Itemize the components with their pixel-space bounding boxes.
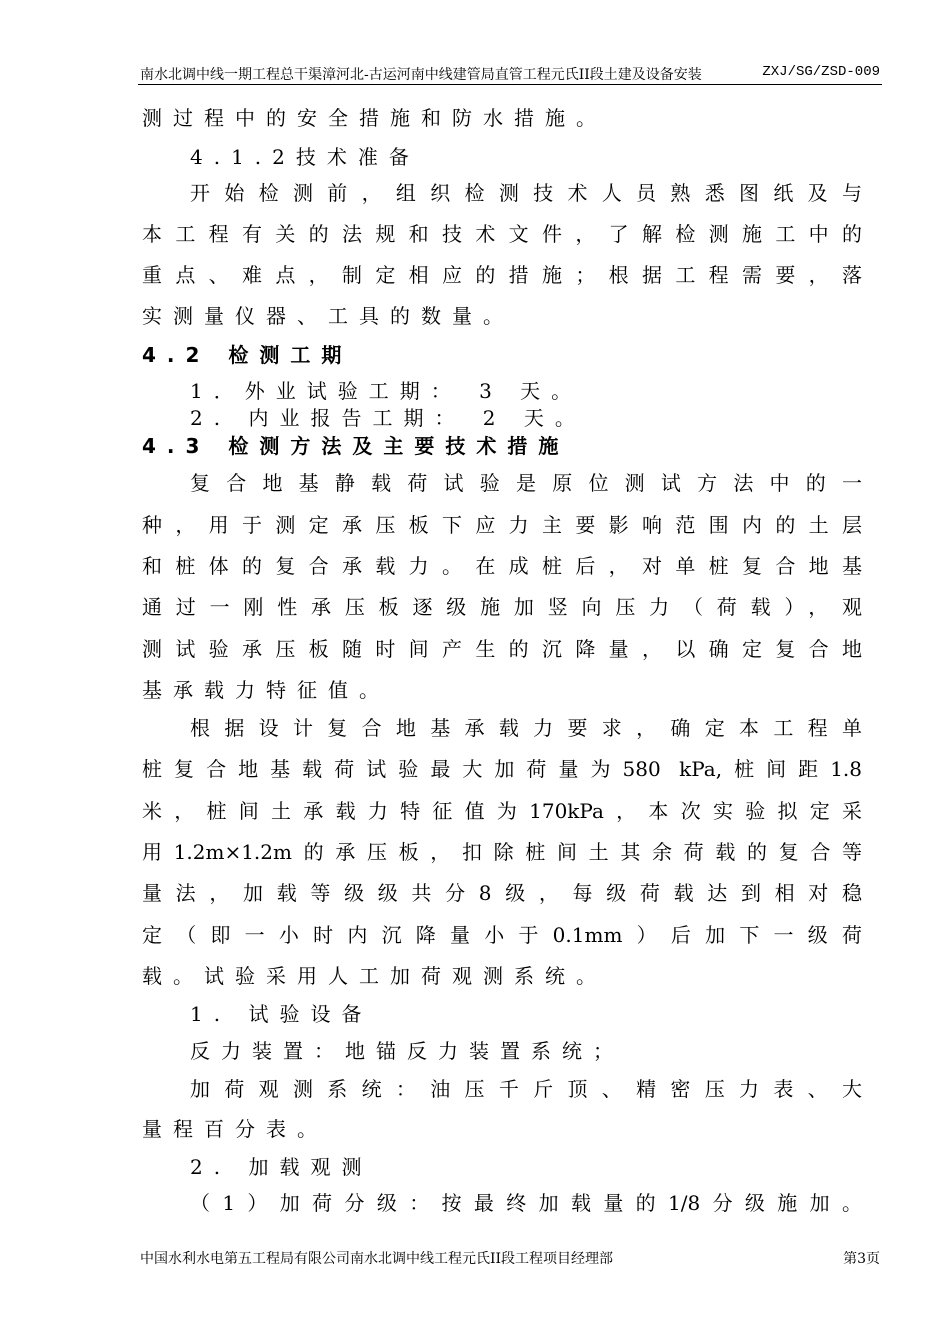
text-line: 实测量仪器、工具的数量。 — [142, 304, 514, 328]
text-line: 量程百分表。 — [142, 1117, 328, 1141]
text-line: 开始检测前，组织检测技术人员熟悉图纸及与 — [190, 181, 862, 205]
list-item: 1．外业试验工期： 3 天。 — [190, 379, 583, 403]
page-number: 第3页 — [843, 1251, 880, 1267]
text-line: 定（即一小时内沉降量小于0.1mm）后加下一级荷 — [142, 923, 862, 947]
text-line: 基承载力特征值。 — [142, 678, 390, 702]
text-line: 根据设计复合地基承载力要求，确定本工程单 — [190, 716, 862, 740]
list-item: 2. 加载观测 — [190, 1155, 373, 1179]
header-rule — [138, 84, 882, 85]
list-item: 1. 试验设备 — [190, 1002, 373, 1026]
text-line: 种，用于测定承压板下应力主要影响范围内的土层 — [142, 513, 862, 537]
text-line: 桩复合地基载荷试验最大加荷量为580 kPa,桩间距1.8 — [142, 757, 862, 781]
text-line: 通过一刚性承压板逐级施加竖向压力（荷载），观 — [142, 595, 862, 619]
list-item: （1）加荷分级：按最终加载量的1/8分级施加。 — [190, 1191, 862, 1215]
document-code: ZXJ/SG/ZSD-009 — [762, 64, 880, 80]
text-line: 重点、难点，制定相应的措施；根据工程需要，落 — [142, 263, 862, 287]
text-line: 载。试验采用人工加荷观测系统。 — [142, 964, 607, 988]
text-line: 和桩体的复合承载力。在成桩后，对单桩复合地基 — [142, 554, 862, 578]
text-line: 量法，加载等级级共分8级，每级荷载达到相对稳 — [142, 881, 862, 905]
text-line: 加荷观测系统：油压千斤顶、精密压力表、大 — [190, 1077, 862, 1101]
text-line: 复合地基静载荷试验是原位测试方法中的一 — [190, 471, 862, 495]
text-line: 反力装置：地锚反力装置系统； — [190, 1039, 624, 1063]
header-title: 南水北调中线一期工程总干渠漳河北-古运河南中线建管局直管工程元氏II段土建及设备安装 — [140, 67, 702, 83]
text-line: 测过程中的安全措施和防水措施。 — [142, 106, 607, 130]
section-heading: 4.2 检测工期 — [142, 343, 353, 367]
text-line: 本工程有关的法规和技术文件，了解检测施工中的 — [142, 222, 862, 246]
text-line: 测试验承压板随时间产生的沉降量，以确定复合地 — [142, 637, 862, 661]
text-line: 用1.2m×1.2m的承压板，扣除桩间土其余荷载的复合等 — [142, 840, 862, 864]
subsection-heading: 4.1.2技术准备 — [190, 145, 420, 169]
footer-company: 中国水利水电第五工程局有限公司南水北调中线工程元氏II段工程项目经理部 — [140, 1251, 614, 1267]
text-line: 米，桩间土承载力特征值为170kPa，本次实验拟定采 — [142, 799, 862, 823]
section-heading: 4.3 检测方法及主要技术措施 — [142, 434, 570, 458]
list-item: 2. 内业报告工期： 2 天。 — [190, 406, 586, 430]
